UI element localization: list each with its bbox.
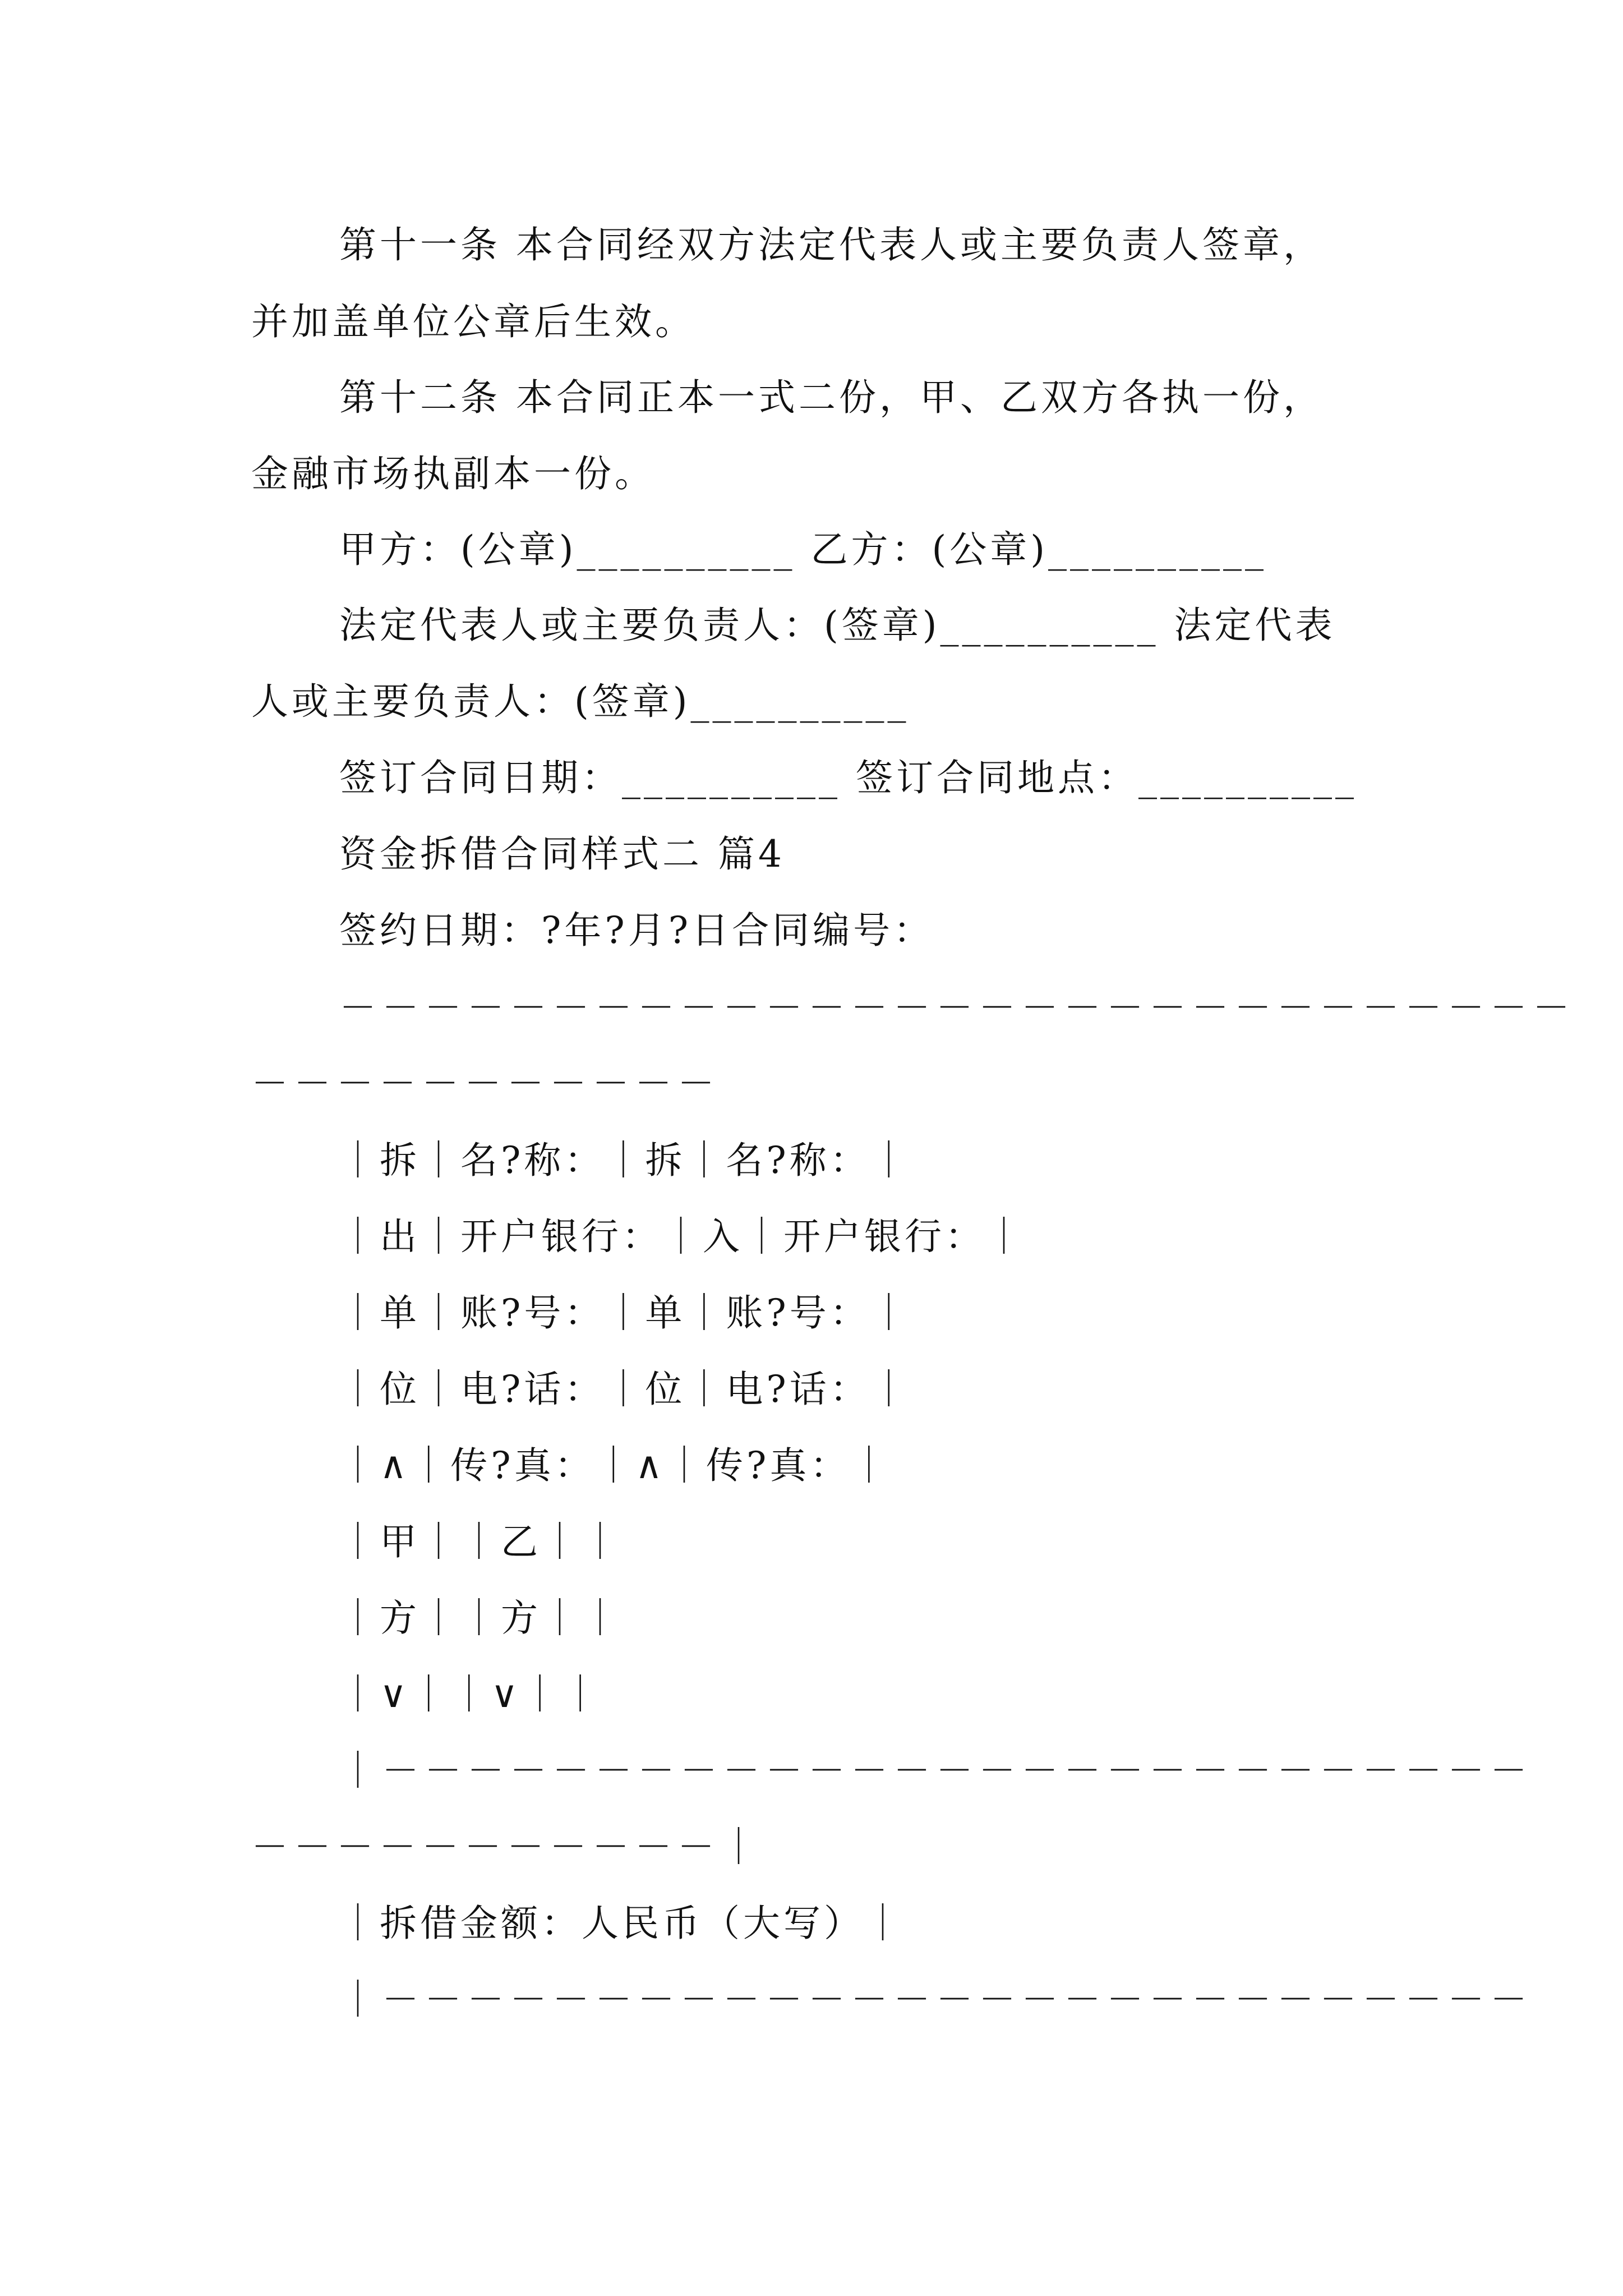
article-11-line-2: 并加盖单位公章后生效。 [251,300,695,343]
section-heading: 资金拆借合同样式二 篇4 [339,832,785,876]
representative-line-2: 人或主要负责人：(签章)__________ [251,680,910,723]
table-row-name: ｜拆｜名?称：｜拆｜名?称：｜ [339,1139,911,1182]
contract-date-number-line: 签约日期：?年?月?日合同编号： [339,909,934,952]
table-row-loan-amount: ｜拆借金额：人民币（大写）｜ [339,1902,905,1945]
table-rule-top-1: －－－－－－－－－－－－－－－－－－－－－－－－－－－－－ [339,986,1575,1029]
table-row-account: ｜单｜账?号：｜单｜账?号：｜ [339,1291,911,1335]
table-rule-bottom: ｜－－－－－－－－－－－－－－－－－－－－－－－－－－－ [339,1978,1533,2021]
table-rule-middle-1: ｜－－－－－－－－－－－－－－－－－－－－－－－－－－－ [339,1749,1533,1792]
article-11-line-1: 第十一条 本合同经双方法定代表人或主要负责人签章， [339,223,1324,266]
representative-line-1: 法定代表人或主要负责人：(签章)__________ 法定代表 [339,604,1336,647]
table-row-fax: ｜∧｜传?真：｜∧｜传?真：｜ [339,1444,891,1487]
table-row-phone: ｜位｜电?话：｜位｜电?话：｜ [339,1368,911,1411]
table-row-down-arrow: ｜∨｜｜∨｜｜ [339,1673,602,1716]
article-12-line-1: 第十二条 本合同正本一式二份，甲、乙双方各执一份， [339,376,1324,419]
table-rule-top-2: －－－－－－－－－－－ [251,1062,720,1105]
article-12-line-2: 金融市场执副本一份。 [251,452,655,495]
table-row-party-a-b: ｜甲｜｜乙｜｜ [339,1520,622,1563]
table-row-bank: ｜出｜开户银行：｜入｜开户银行：｜ [339,1215,1026,1258]
party-seal-line: 甲方：(公章)__________ 乙方：(公章)__________ [339,528,1267,571]
signing-date-place-line: 签订合同日期：__________ 签订合同地点：__________ [339,756,1357,799]
table-row-fang: ｜方｜｜方｜｜ [339,1596,622,1640]
table-rule-middle-2: －－－－－－－－－－－｜ [251,1825,763,1869]
